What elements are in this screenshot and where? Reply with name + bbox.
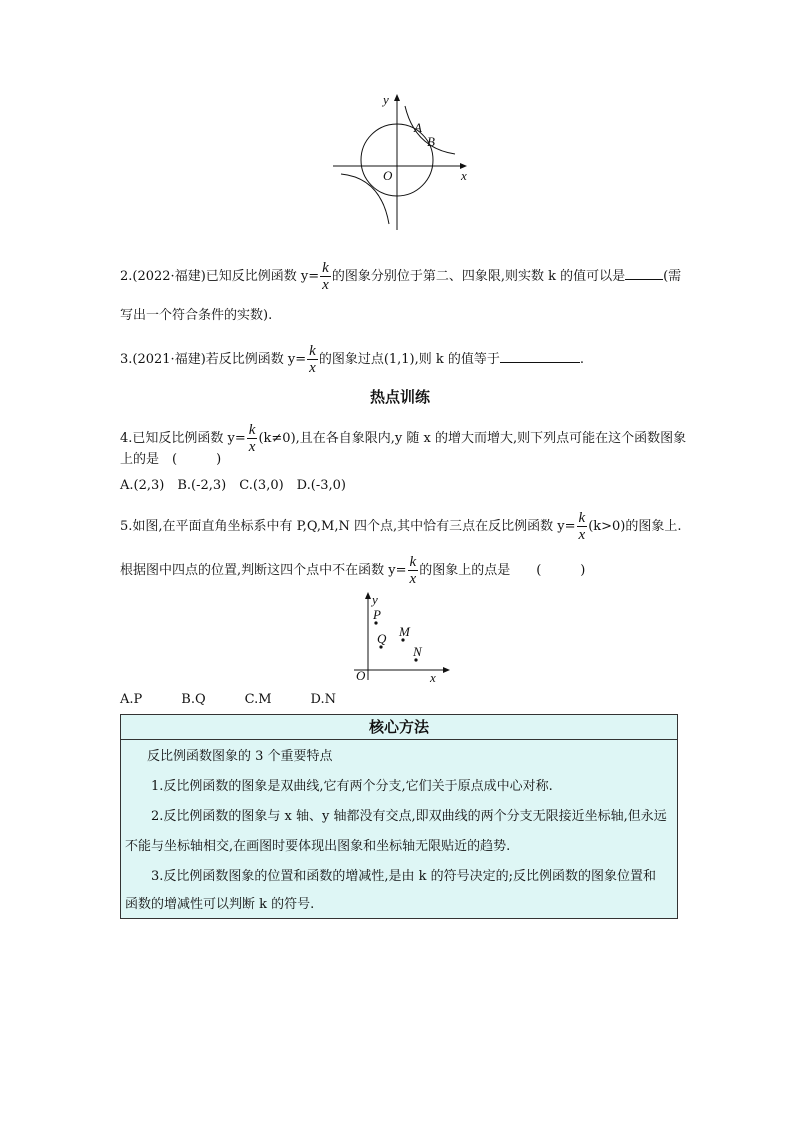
question-4-line-2: 上的是 ( ) [120, 452, 222, 467]
question-4-line-1: 4.已知反比例函数 y= $\frac{k}{x}$ (k≠0),且在各自象限内,y 随 x 的增大而增大,则下列点可能在这个函数图象 [120, 422, 687, 455]
section-title: 热点训练 [369, 388, 430, 406]
fig1-origin-label: O [383, 168, 393, 183]
question-3-line: 3.(2021·福建)若反比例函数 y= $\frac{k}{x}$ 的图象过点(1,1),则 k 的值等于 . [120, 343, 585, 376]
fig1-y-label: y [383, 92, 389, 107]
fig2-point-m-label: M [399, 624, 410, 639]
question-2-line-1: 2.(2022·福建)已知反比例函数 y= $\frac{k}{x}$ 的图象分别位于第二、四象限,则实数 k 的值可以是 (需 [120, 260, 682, 293]
q2-answer-blank[interactable] [625, 266, 663, 280]
core-method-box [120, 714, 678, 919]
question-5-line-2: 根据图中四点的位置,判断这四个点中不在函数 y= $\frac{k}{x}$ 的图象上的点是 ( ) [120, 554, 586, 587]
q4-fraction: $\frac{k}{x}$ [248, 422, 256, 455]
fig2-y-label: y [372, 592, 378, 607]
q5-fraction: $\frac{k}{x}$ [578, 510, 586, 543]
fig1-point-b-label: B [427, 134, 435, 149]
question-2-line-2: 写出一个符合条件的实数). [120, 308, 273, 323]
figure-circle-hyperbola [325, 88, 475, 238]
fig2-point-n-label: N [413, 644, 422, 659]
fig1-point-a-label: A [414, 120, 422, 135]
core-method-point-2a: 2.反比例函数的图象与 x 轴、y 轴都没有交点,即双曲线的两个分支无限接近坐标轴,但永远 [151, 809, 667, 824]
q2-fraction: $\frac{k}{x}$ [322, 260, 329, 293]
fig2-point-q-label: Q [377, 631, 387, 646]
question-5-line-1: 5.如图,在平面直角坐标系中有 P,Q,M,N 四个点,其中恰有三点在反比例函数 y= $\frac{k}{x}$ (k>0)的图象上. [120, 510, 682, 543]
figure-four-points [352, 588, 452, 683]
core-method-point-2b: 不能与坐标轴相交,在画图时要体现出图象和坐标轴无限贴近的趋势. [125, 839, 511, 854]
core-method-point-3a: 3.反比例函数图象的位置和函数的增减性,是由 k 的符号决定的;反比例函数的图象位置和 [151, 869, 657, 884]
q3-fraction: $\frac{k}{x}$ [309, 343, 316, 376]
core-method-title: 核心方法 [121, 715, 677, 740]
core-method-point-3b: 函数的增减性可以判断 k 的符号. [125, 897, 315, 912]
question-4-options: A.(2,3) B.(-2,3) C.(3,0) D.(-3,0) [120, 478, 346, 493]
q3-answer-blank[interactable] [500, 349, 580, 363]
core-method-point-1: 1.反比例函数的图象是双曲线,它有两个分支,它们关于原点成中心对称. [151, 779, 553, 794]
fig2-x-label: x [430, 670, 436, 683]
q5-fraction-2: $\frac{k}{x}$ [409, 554, 417, 587]
core-method-intro: 反比例函数图象的 3 个重要特点 [147, 749, 333, 764]
fig2-origin-label: O [356, 668, 366, 683]
fig1-x-label: x [461, 168, 467, 183]
question-5-options: A.P B.Q C.M D.N [120, 692, 337, 707]
fig2-point-p-label: P [373, 607, 381, 622]
